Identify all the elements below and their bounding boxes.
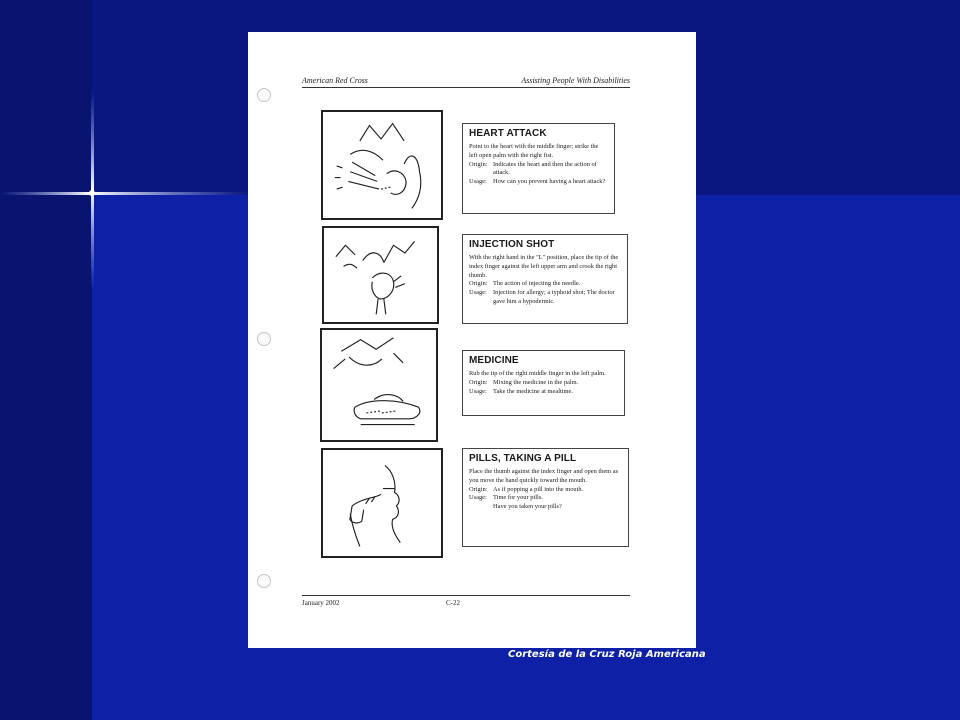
binder-hole <box>257 332 271 346</box>
sign-title: PILLS, TAKING A PILL <box>469 453 577 464</box>
header-right: Assisting People With Disabilities <box>521 76 630 85</box>
origin-label: Origin: <box>469 378 488 386</box>
injection-shot-illustration <box>322 226 439 324</box>
medicine-description-box <box>462 350 625 416</box>
usage-label: Usage: <box>469 178 487 186</box>
heart-attack-description-box <box>462 123 615 214</box>
medicine-illustration <box>320 328 438 442</box>
binder-hole <box>257 88 271 102</box>
sign-description: With the right hand in the "L" position, place the tip of the index finger against the left upper arm and crook the right thumb. <box>469 254 619 279</box>
sign-description: Place the thumb against the index finger and open them as you move the hand quickly toward the mouth. <box>469 468 619 484</box>
background-left-band <box>0 0 92 720</box>
footer-date: January 2002 <box>302 599 340 607</box>
usage-text: How can you prevent having a heart attack? <box>493 178 606 186</box>
heart-attack-illustration <box>321 110 443 220</box>
origin-text: The action of injecting the needle. <box>493 280 581 288</box>
footer-page-number: C-22 <box>446 599 460 607</box>
usage-text: Time for your pills. <box>493 494 543 502</box>
usage-label: Usage: <box>469 387 487 395</box>
pills-taking-a-pill-illustration <box>321 448 443 558</box>
origin-text: Indicates the heart and then the action of attack. <box>493 160 597 177</box>
header-rule <box>302 87 630 88</box>
origin-label: Origin: <box>469 280 488 288</box>
sign-title: HEART ATTACK <box>469 128 547 139</box>
origin-text: Mixing the medicine in the palm. <box>493 378 579 386</box>
sign-title: INJECTION SHOT <box>469 239 555 250</box>
sign-title: MEDICINE <box>469 355 519 366</box>
usage-label: Usage: <box>469 289 487 297</box>
pills-description-box <box>462 448 629 547</box>
header-left: American Red Cross <box>302 76 368 85</box>
usage-text: Take the medicine at mealtime. <box>493 387 573 395</box>
usage-text-continued: Have you taken your pills? <box>493 503 562 511</box>
usage-label: Usage: <box>469 494 487 502</box>
origin-label: Origin: <box>469 485 488 493</box>
binder-hole <box>257 574 271 588</box>
document-page <box>248 32 696 648</box>
injection-shot-description-box <box>462 234 628 324</box>
sign-description: Rub the tip of the right middle finger in the left palm. <box>469 370 606 377</box>
courtesy-caption: Cortesía de la Cruz Roja Americana <box>508 649 706 660</box>
usage-text: Injection for allergy; a typhoid shot; The doctor gave him a hypodermic. <box>493 289 615 305</box>
footer-rule <box>302 595 630 596</box>
origin-text: As if popping a pill into the mouth. <box>493 485 584 493</box>
sign-description: Point to the heart with the middle finger; strike the left open palm with the right fist. <box>469 143 599 159</box>
origin-label: Origin: <box>469 160 488 168</box>
